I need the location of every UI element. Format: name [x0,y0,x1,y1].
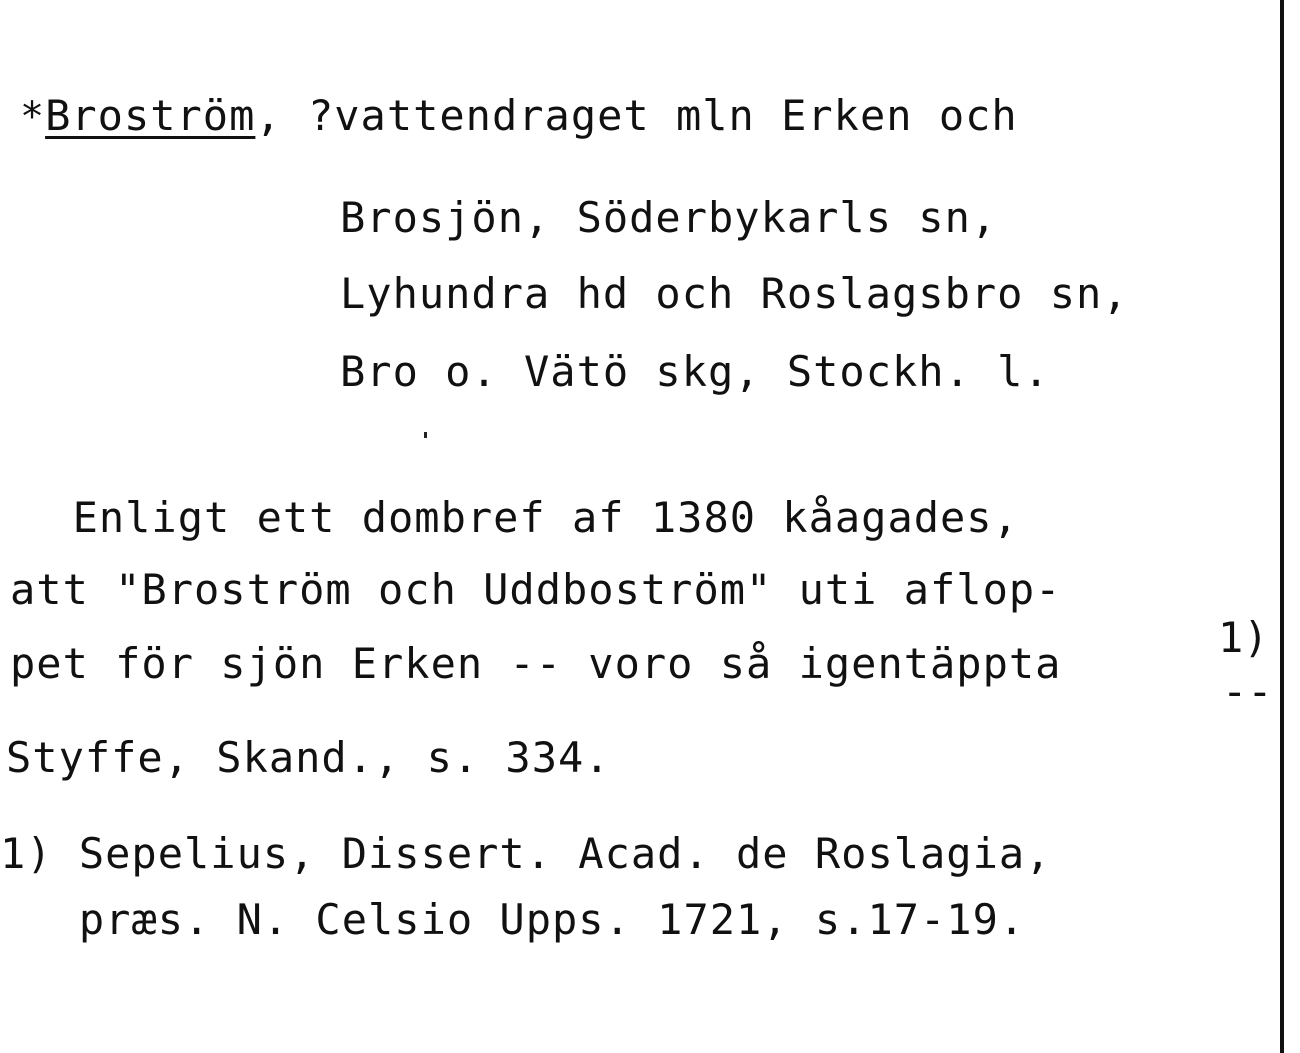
location-line-2: Lyhundra hd och Roslagsbro sn, [340,269,1129,318]
footnote-line-1: 1) Sepelius, Dissert. Acad. de Roslagia, [0,829,1052,878]
location-line-1: Brosjön, Söderbykarls sn, [340,193,998,242]
asterisk-mark: * [20,94,46,140]
heading-rest: , ?vattendraget mln Erken och [255,91,1018,140]
ink-speck [424,432,427,438]
margin-note-dash: -- [1222,667,1273,716]
body-line-4: Styffe, Skand., s. 334. [6,733,611,782]
footnote-line-2: præs. N. Celsio Upps. 1721, s.17-19. [0,895,1026,944]
headword: Broström [45,91,256,140]
location-line-3: Bro o. Vätö skg, Stockh. l. [340,347,1050,396]
margin-note-marker: 1) [1218,613,1269,662]
card-edge-line [1280,0,1284,1053]
body-line-3: pet för sjön Erken -- voro så igentäppta [10,639,1062,688]
body-line-1: Enligt ett dombref af 1380 kåagades, [20,493,1019,542]
body-line-2: att "Broström och Uddboström" uti aflop- [10,565,1062,614]
heading-line [20,92,1018,141]
